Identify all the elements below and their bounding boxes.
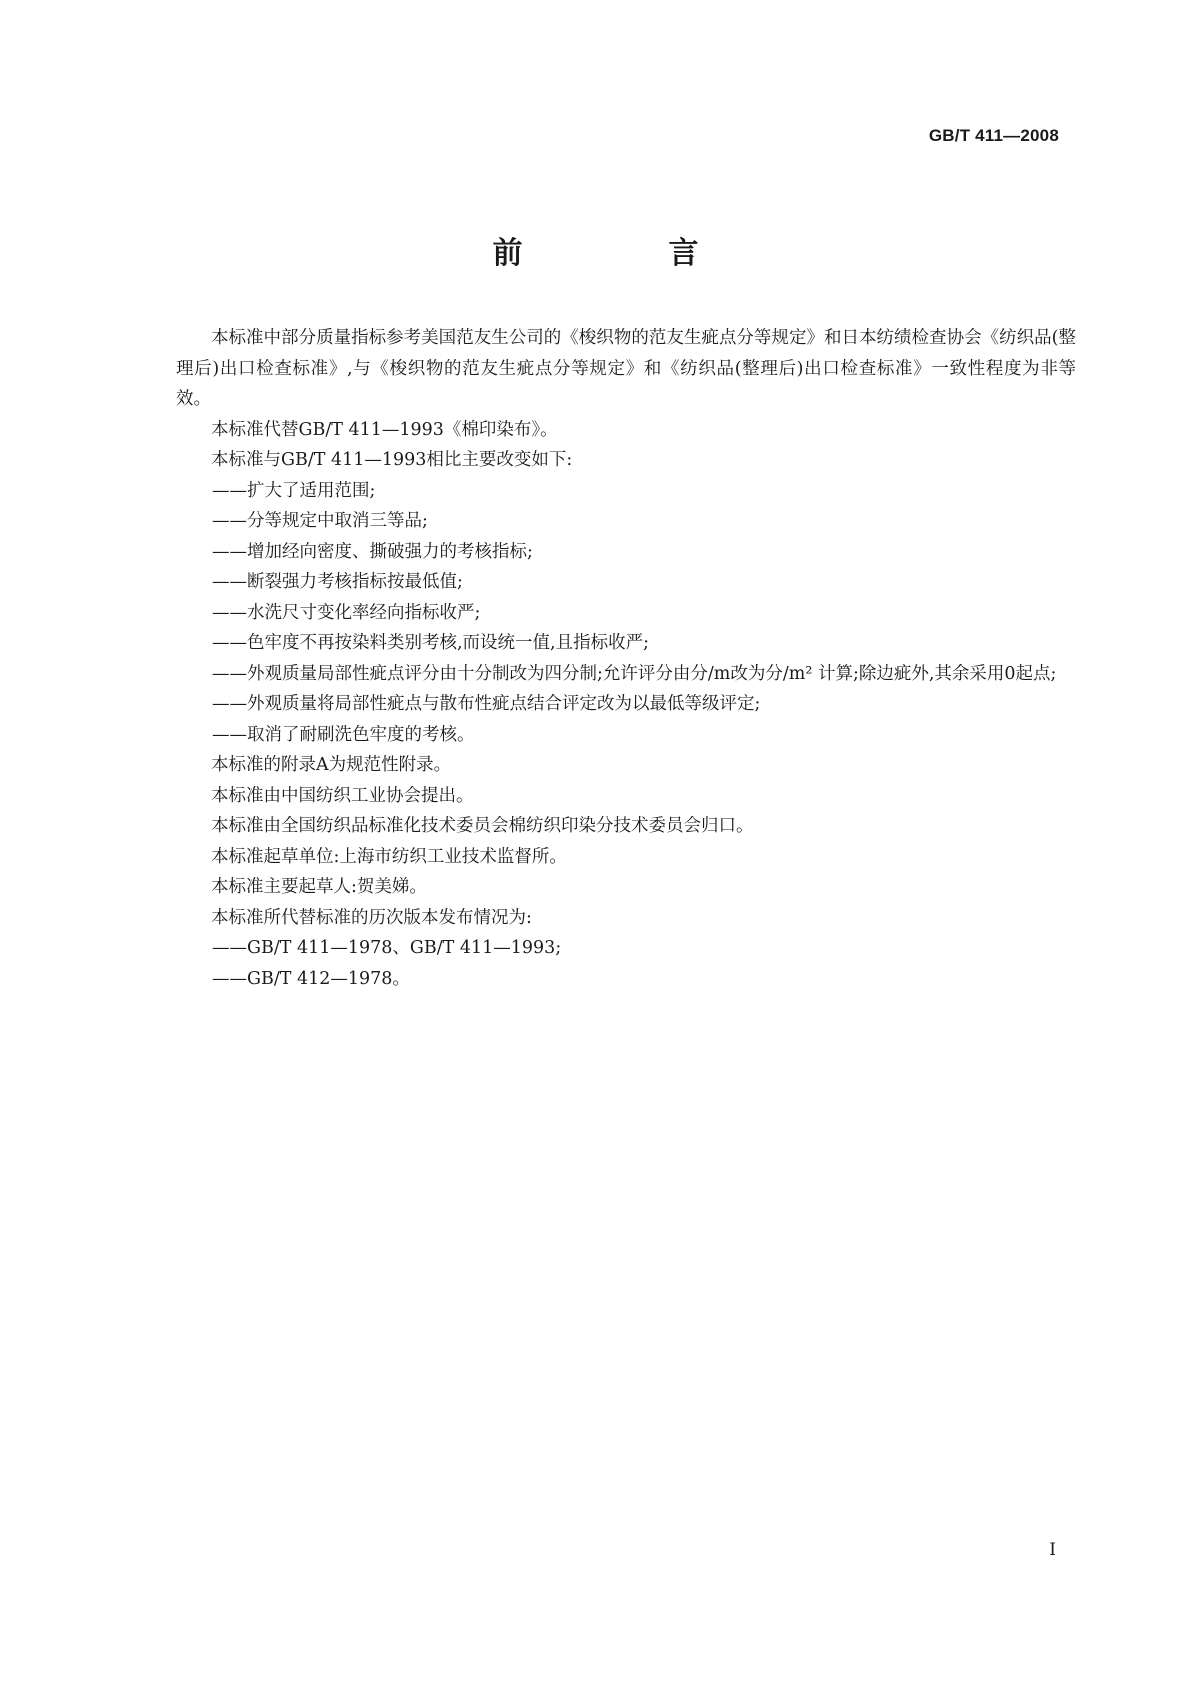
- paragraph-committee: 本标准由全国纺织品标准化技术委员会棉纺织印染分技术委员会归口。: [211, 816, 754, 836]
- paragraph-drafting-unit: 本标准起草单位:上海市纺织工业技术监督所。: [211, 846, 567, 867]
- page-title: 前 言: [492, 236, 757, 271]
- change-item: ——分等规定中取消三等品;: [212, 511, 428, 531]
- change-item: ——扩大了适用范围;: [212, 480, 376, 501]
- change-item: ——水洗尺寸变化率经向指标收严;: [212, 602, 481, 623]
- paragraph-proposer: 本标准由中国纺织工业协会提出。: [211, 785, 474, 806]
- history-item: ——GB/T 412—1978。: [212, 968, 410, 989]
- change-item: ——断裂强力考核指标按最低值;: [212, 572, 463, 592]
- paragraph-history-intro: 本标准所代替标准的历次版本发布情况为:: [211, 907, 532, 928]
- change-item: ——色牢度不再按染料类别考核,而设统一值,且指标收严;: [212, 633, 650, 653]
- paragraph-appendix: 本标准的附录A为规范性附录。: [211, 755, 452, 775]
- change-item: ——取消了耐刷洗色牢度的考核。: [212, 724, 475, 745]
- change-item: ——外观质量局部性疵点评分由十分制改为四分制;允许评分由分/m改为分/m² 计算;除边疵外,其余采用0起点;: [212, 663, 1057, 684]
- paragraph-replaces: 本标准代替GB/T 411—1993《棉印染布》。: [211, 419, 558, 440]
- change-item: ——增加经向密度、撕破强力的考核指标;: [212, 541, 533, 562]
- page-number: I: [1049, 1540, 1056, 1560]
- document-body: [176, 323, 1076, 994]
- standard-number: GB/T 411—2008: [928, 126, 1059, 145]
- paragraph-reference: 本标准中部分质量指标参考美国范友生公司的《梭织物的范友生疵点分等规定》和日本纺绩检查协会《纺织品(整理后)出口检查标准》,与《梭织物的范友生疵点分等规定》和《纺织品(整理后)出口检查标准》一致性程度为非等效。: [176, 328, 1076, 409]
- history-item: ——GB/T 411—1978、GB/T 411—1993;: [212, 938, 562, 958]
- change-item: ——外观质量将局部性疵点与散布性疵点结合评定改为以最低等级评定;: [212, 694, 761, 714]
- paragraph-changes-intro: 本标准与GB/T 411—1993相比主要改变如下:: [211, 450, 573, 470]
- paragraph-drafters: 本标准主要起草人:贺美娣。: [211, 877, 427, 897]
